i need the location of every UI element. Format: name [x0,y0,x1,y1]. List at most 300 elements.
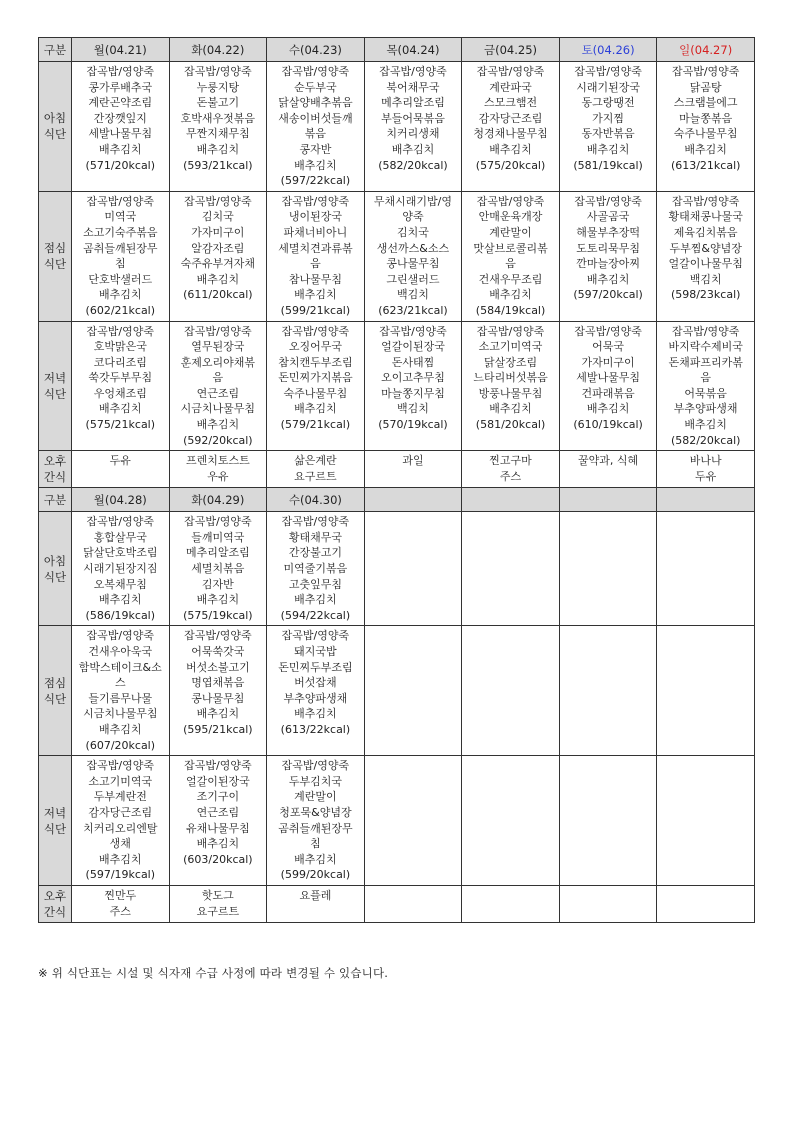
day-header [657,488,755,512]
menu-item: (597/19kcal) [85,868,156,882]
menu-cell [559,321,657,451]
menu-item: 배추김치 [196,272,240,286]
menu-item: 콩나물무침 [191,691,245,705]
menu-cell [364,626,462,756]
meal-label-line: 점심 [43,241,67,256]
menu-cell [657,191,755,321]
menu-item: 부추양파생채 [283,691,348,705]
menu-item: 우유 [207,469,229,483]
menu-item: (611/20kcal) [183,288,253,302]
header-row [39,38,755,62]
meal-label [39,62,72,192]
menu-item: 배추김치 [684,418,727,432]
menu-cell [169,885,267,922]
menu-item: 배추김치 [586,142,630,156]
snack-row [39,885,755,922]
menu-item: 잡곡밥/영양죽 [86,515,155,529]
menu-cell [72,62,170,192]
menu-item: 닭살장조림 [483,355,538,369]
menu-item: 잡곡밥/영양죽 [671,65,740,78]
menu-item: 제육김치볶음 [673,225,738,239]
lunch-row [39,191,755,321]
menu-item: 배추김치 [99,852,142,866]
menu-item: 소고기미역국 [88,774,153,788]
menu-item: 잡곡밥/영양죽 [86,324,155,338]
menu-cell [364,451,462,488]
menu-item: 잡곡밥/영양죽 [476,324,545,338]
menu-item: 두부김치국 [288,774,342,788]
menu-cell [559,885,657,922]
menu-item: 무짠지채무침 [185,127,250,141]
menu-item: 시래기된장지짐 [83,562,158,576]
menu-cell [462,626,560,756]
menu-cell [72,756,170,886]
menu-item: 잡곡밥/영양죽 [574,324,642,338]
menu-item: 양죽 [402,210,424,224]
menu-item: 배추김치 [294,593,337,607]
menu-item: 스모크햄전 [483,96,538,110]
menu-item: 배추김치 [489,288,532,302]
menu-cell [559,512,657,626]
menu-item: 잡곡밥/영양죽 [184,629,252,643]
menu-item: 주스 [109,904,131,918]
menu-item: 잡곡밥/영양죽 [281,65,350,78]
menu-item: 김치국 [201,210,234,224]
menu-cell [657,626,755,756]
menu-cell [462,191,560,321]
menu-item: (575/20kcal) [475,158,546,172]
menu-item: 사골곰국 [586,210,630,224]
menu-item: 세발나물무침 [576,371,640,385]
meal-label-line: 간식 [43,470,67,485]
menu-item: 백김치 [397,402,429,416]
menu-item: 백김치 [397,288,429,302]
day-header: 월(04.21) [72,38,170,62]
meal-plan-table [38,37,755,923]
menu-item: 잡곡밥/영양죽 [184,194,252,208]
menu-item: (599/20kcal) [280,868,351,882]
menu-item: 잡곡밥/영양죽 [379,65,447,78]
menu-cell [657,62,755,192]
menu-item: 곰취들깨된장무 [83,241,158,255]
menu-item: 배추김치 [294,288,337,302]
menu-item: 동자반볶음 [581,127,635,141]
menu-item: 얼갈이나물무침 [668,257,743,271]
menu-item: 배추김치 [196,593,240,607]
menu-item: (581/19kcal) [573,158,643,172]
menu-item: 호박맑은국 [93,340,147,354]
menu-cell [559,756,657,886]
menu-item: 요플레 [299,888,332,902]
menu-item: 잡곡밥/영양죽 [574,194,642,208]
menu-cell [169,626,267,756]
menu-item: 참나물무침 [288,272,342,286]
menu-item: 바지락수제비국 [668,340,743,354]
menu-item: 잡곡밥/영양죽 [184,65,252,78]
menu-item: 열무된장국 [191,340,245,354]
menu-cell [364,191,462,321]
breakfast-row [39,512,755,626]
day-header: 월(04.28) [72,488,170,512]
menu-item: 방풍나물무침 [478,386,543,400]
menu-item: 잡곡밥/영양죽 [281,759,350,773]
menu-item: 배추김치 [99,402,142,416]
menu-cell [364,512,462,626]
menu-item: 버섯소불고기 [185,660,250,674]
menu-item: 어묵쑥갓국 [191,645,245,658]
menu-item: 북어채무국 [386,80,440,94]
menu-item: 잡곡밥/영양죽 [379,324,447,338]
menu-item: 연근조림 [196,386,240,400]
menu-item: (595/21kcal) [183,722,253,736]
menu-item: 가자미구이 [581,355,635,369]
meal-label [39,191,72,321]
menu-item: 배추김치 [391,142,435,156]
menu-item: 잡곡밥/영양죽 [184,759,252,773]
menu-item: 쑥갓두부무침 [88,371,153,385]
menu-item: 음 [212,371,224,385]
day-header: 수(04.23) [267,38,365,62]
menu-item: 배추김치 [489,142,532,156]
menu-item: 동그랑땡전 [581,96,635,110]
menu-item: 잡곡밥/영양죽 [86,629,155,643]
menu-item: 배추김치 [99,142,142,156]
menu-item: 감자당근조림 [478,111,543,125]
meal-label-line: 오후 [43,888,67,903]
menu-item: 찐고구마 [489,454,532,468]
menu-item: 무채시래기밥/영 [373,194,453,208]
menu-cell [559,451,657,488]
menu-item: 삶은계란 [294,454,337,468]
meal-plan-body [39,38,755,923]
menu-item: (613/22kcal) [280,722,351,736]
menu-item: 감자당근조림 [88,805,153,819]
menu-item: 돈채파프리카볶 [668,355,743,369]
menu-item: 명엽채볶음 [191,676,245,690]
menu-item: (582/20kcal) [378,158,448,172]
menu-item: 돈사태찜 [391,355,435,369]
menu-item: 잡곡밥/영양죽 [184,324,252,338]
meal-label-line: 간식 [43,904,67,919]
menu-cell [169,512,267,626]
menu-item: 숙주나물무침 [673,127,738,141]
menu-item: (571/20kcal) [85,158,156,172]
header-row [39,488,755,512]
day-header: 목(04.24) [364,38,462,62]
menu-item: 배추김치 [196,418,240,432]
menu-item: 해물부추장떡 [576,225,640,239]
menu-cell [657,451,755,488]
meal-label-line: 식단 [43,257,67,272]
menu-item: 숙주유부겨자채 [180,257,256,271]
menu-item: 바나나 [689,454,722,468]
day-header: 수(04.30) [267,488,365,512]
day-header: 토(04.26) [559,38,657,62]
menu-item: 건새우무조림 [478,272,543,286]
menu-cell [169,321,267,451]
menu-item: 백김치 [689,272,722,286]
menu-item: (598/23kcal) [670,288,741,302]
meal-label [39,885,72,922]
menu-cell [72,512,170,626]
menu-item: 느타리버섯볶음 [473,371,548,385]
menu-item: 침 [114,257,126,271]
breakfast-row [39,62,755,192]
menu-item: 스크램블에그 [673,96,738,110]
menu-item: 순두부국 [294,80,337,94]
menu-item: 배추김치 [99,722,142,736]
meal-label [39,321,72,451]
menu-cell [364,885,462,922]
menu-cell [559,62,657,192]
menu-item: 청경채나물무침 [473,127,548,141]
meal-label [39,756,72,886]
menu-item: 배추김치 [196,707,240,721]
menu-item: 메추리알조림 [185,546,250,560]
menu-item: 프렌치토스트 [185,454,250,468]
menu-cell [72,885,170,922]
menu-item: 미역국 [104,210,137,224]
menu-item: 단호박샐러드 [88,272,153,286]
menu-item: 배추김치 [99,593,142,607]
menu-cell [267,451,365,488]
menu-item: 오징어무국 [288,340,342,354]
menu-item: 배추김치 [196,837,240,851]
menu-item: 잡곡밥/영양죽 [671,194,740,208]
menu-item: 얼갈이된장국 [381,340,445,354]
menu-item: 배추김치 [294,852,337,866]
menu-item: 세멸치견과류볶 [278,241,353,255]
menu-item: 참치캔두부조림 [278,355,353,369]
menu-cell [169,62,267,192]
menu-item: 청포묵&양념장 [279,805,352,819]
menu-item: 두유 [109,454,131,468]
menu-item: 배추김치 [684,142,727,156]
menu-item: (584/19kcal) [475,303,546,317]
lunch-row [39,626,755,756]
menu-item: 버섯잡채 [294,676,337,690]
menu-item: 계란말이 [489,225,532,239]
menu-item: 주스 [499,469,522,483]
menu-item: (582/20kcal) [670,433,741,447]
meal-label-line: 저녁 [43,370,67,385]
menu-item: 가지찜 [592,111,625,125]
menu-cell [462,512,560,626]
menu-item: 두유 [695,469,717,483]
menu-item: 생선까스&소스 [376,241,450,255]
menu-item: 치커리생채 [386,127,440,141]
menu-item: (593/21kcal) [183,158,253,172]
menu-item: (602/21kcal) [85,303,156,317]
menu-item: 누룽지탕 [196,80,240,94]
meal-label [39,451,72,488]
header-label: 구분 [39,38,72,62]
menu-cell [169,756,267,886]
meal-label-line: 식단 [43,386,67,401]
menu-item: 찐만두 [104,888,137,902]
menu-item: 안매운육개장 [478,210,543,224]
day-header: 금(04.25) [462,38,560,62]
menu-item: 잡곡밥/영양죽 [671,324,740,338]
snack-row [39,451,755,488]
day-header [559,488,657,512]
menu-cell [169,191,267,321]
menu-item: 함박스테이크&소 [78,660,162,674]
menu-item: 세멸치볶음 [191,562,245,576]
menu-item: 잡곡밥/영양죽 [86,759,155,773]
menu-item: 곰취들깨된장무 [278,821,353,835]
menu-item: (603/20kcal) [183,852,253,866]
meal-label-line: 점심 [43,675,67,690]
menu-item: 맛살브로콜리볶 [473,241,548,255]
menu-item: 새송이버섯들깨 [278,111,353,125]
menu-item: 배추김치 [294,707,337,721]
menu-item: 요구르트 [294,469,337,483]
menu-cell [267,62,365,192]
menu-item: 마늘쫑지무침 [381,386,445,400]
menu-item: 파채너비아니 [283,225,348,239]
menu-item: 오이고추무침 [381,371,445,385]
menu-item: 음 [505,257,516,271]
day-header: 화(04.29) [169,488,267,512]
menu-item: 배추김치 [586,272,630,286]
dinner-row [39,321,755,451]
menu-item: 시래기된장국 [576,80,640,94]
menu-item: 꿀약과, 식혜 [578,454,639,468]
menu-item: 숙주나물무침 [283,386,348,400]
menu-item: 볶음 [304,127,327,141]
menu-item: (586/19kcal) [85,608,156,622]
day-header: 일(04.27) [657,38,755,62]
menu-item: 돼지국밥 [294,645,337,658]
menu-item: 잡곡밥/영양죽 [281,629,350,643]
menu-cell [657,756,755,886]
menu-item: (575/19kcal) [183,608,253,622]
menu-cell [267,512,365,626]
menu-item: (575/21kcal) [85,418,156,432]
menu-item: 계란곤약조림 [88,96,153,110]
menu-item: 배추김치 [294,158,337,172]
menu-item: 음 [700,371,711,385]
menu-item: 돈민찌두부조림 [278,660,353,674]
menu-item: 치커리오리엔탈 [83,821,158,835]
meal-label-line: 저녁 [43,805,67,820]
menu-item: 세발나물무침 [88,127,153,141]
menu-cell [462,321,560,451]
menu-item: (607/20kcal) [85,738,156,752]
menu-item: 닭살양배추볶음 [278,96,353,110]
menu-cell [267,191,365,321]
menu-item: 깐마늘장아찌 [576,257,640,271]
menu-item: 두부계란전 [93,790,147,804]
menu-cell [72,321,170,451]
menu-item: (570/19kcal) [378,418,448,432]
menu-cell [462,451,560,488]
menu-item: 배추김치 [294,402,337,416]
menu-item: 닭살단호박조림 [83,546,158,560]
menu-item: 조기구이 [196,790,240,804]
menu-item: 생채 [109,837,131,851]
menu-item: 배추김치 [99,288,142,302]
menu-item: (592/20kcal) [183,433,253,447]
meal-label-line: 아침 [43,553,67,568]
menu-item: 스 [114,676,126,690]
menu-item: 콩자반 [299,142,332,156]
menu-item: 고춧잎무침 [288,577,342,591]
menu-item: 잡곡밥/영양죽 [86,65,155,78]
menu-item: 과일 [402,454,424,468]
menu-item: 잡곡밥/영양죽 [281,194,350,208]
menu-cell [462,756,560,886]
menu-cell [72,451,170,488]
menu-item: 도토리묵무침 [576,241,640,255]
menu-item: 두부찜&양념장 [669,241,742,255]
menu-cell [72,626,170,756]
menu-item: (579/21kcal) [280,418,351,432]
menu-item: 부들어묵볶음 [381,111,445,125]
menu-item: 마늘쫑볶음 [679,111,733,125]
menu-item: 소고기숙주볶음 [83,225,158,239]
menu-item: 닭곰탕 [689,80,722,94]
menu-item: 잡곡밥/영양죽 [574,65,642,78]
menu-item: 시금치나물무침 [83,707,158,721]
menu-item: 배추김치 [586,402,630,416]
menu-cell [559,626,657,756]
menu-item: 배추김치 [489,402,532,416]
menu-item: 콩나물무침 [386,257,440,271]
meal-label-line: 아침 [43,111,67,126]
menu-item: 부추양파생채 [673,402,738,416]
meal-label-line: 식단 [43,127,67,142]
menu-item: 황태채콩나물국 [668,210,743,224]
menu-item: 유채나물무침 [185,821,250,835]
meal-label [39,512,72,626]
menu-item: 메추리알조림 [381,96,445,110]
menu-item: 호박새우젓볶음 [180,111,256,125]
menu-item: 얼갈이된장국 [185,774,250,788]
menu-cell [72,191,170,321]
menu-cell [267,321,365,451]
menu-item: 잡곡밥/영양죽 [281,324,350,338]
menu-item: (613/21kcal) [670,158,741,172]
menu-item: 우엉채조림 [93,386,147,400]
menu-item: 핫도그 [201,888,234,902]
menu-cell [267,885,365,922]
menu-item: 잡곡밥/영양죽 [281,515,350,529]
menu-cell [169,451,267,488]
menu-item: 소고기미역국 [478,340,543,354]
menu-cell [559,191,657,321]
menu-item: 계란말이 [294,790,337,804]
meal-label [39,626,72,756]
menu-item: 가자미구이 [191,225,245,239]
menu-item: 침 [310,837,321,851]
footnote: ※ 위 식단표는 시설 및 식자재 수급 사정에 따라 변경될 수 있습니다. [38,966,389,980]
menu-item: (599/21kcal) [280,303,351,317]
menu-item: (623/21kcal) [378,303,448,317]
day-header [462,488,560,512]
menu-item: 건새우아욱국 [88,645,153,658]
menu-item: 그린샐러드 [386,272,440,286]
menu-item: 돈민찌가지볶음 [278,371,353,385]
menu-item: 오복채무침 [93,577,147,591]
menu-item: 훈제오리야채볶 [180,355,256,369]
meal-label-line: 식단 [43,691,67,706]
menu-item: 황태채무국 [288,530,342,544]
menu-cell [267,756,365,886]
menu-item: 잡곡밥/영양죽 [476,194,545,208]
menu-item: 코다리조림 [93,355,147,369]
